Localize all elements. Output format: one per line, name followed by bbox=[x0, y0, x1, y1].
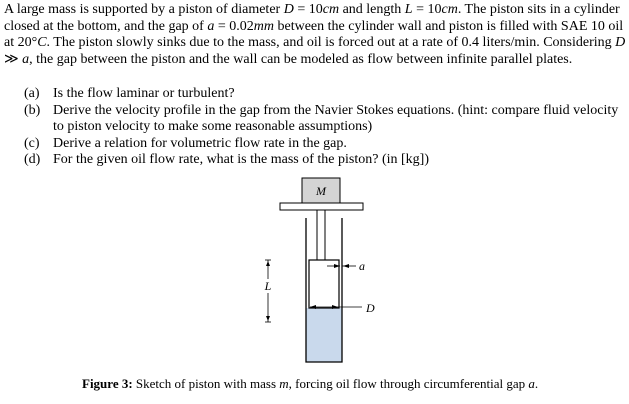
question-item-c bbox=[24, 136, 624, 153]
diameter-label: D bbox=[366, 301, 375, 315]
question-text: Is the flow laminar or turbulent? bbox=[53, 86, 235, 101]
length-label: L bbox=[264, 279, 272, 293]
question-label: (a) bbox=[24, 86, 40, 101]
question-label: (b) bbox=[24, 102, 41, 118]
question-text: Derive the velocity profile in the gap from the Navier Stokes equations. (hint: compare fluid velocity to piston velocity to make some reasonable assumptions) bbox=[53, 102, 619, 135]
gap-label: a bbox=[359, 259, 365, 273]
question-label: (c) bbox=[24, 135, 40, 151]
oil-region bbox=[306, 308, 342, 362]
question-item-a bbox=[24, 86, 624, 103]
problem-statement: A large mass is supported by a piston of diameter D = 10cm and length L = 10cm. The piston sits in a cylinder closed at the bottom, and the gap of a = 0.02mm between the cylinder wall and piston is filled with SAE 10 oil at 20°C. The piston slowly sinks due to the mass, and oil is forced out at a rate of 0.4 liters/min. Considering D ≫ a, the gap between the piston and the wall can be modeled as flow between infinite parallel plates. bbox=[4, 2, 626, 67]
question-list bbox=[24, 86, 624, 169]
figure-caption: Figure 3: Sketch of piston with mass m, forcing oil flow through circumferential gap a. bbox=[82, 376, 539, 391]
question-text: Derive a relation for volumetric flow rate in the gap. bbox=[53, 135, 347, 151]
question-label: (d) bbox=[24, 152, 41, 168]
mass-label: M bbox=[316, 184, 326, 198]
question-item-d bbox=[24, 152, 624, 169]
length-arrow-down bbox=[266, 316, 270, 321]
piston-figure bbox=[230, 176, 400, 370]
top-plate bbox=[280, 203, 363, 210]
question-item-b bbox=[24, 103, 624, 136]
gap-arrow-right-head bbox=[343, 264, 349, 268]
length-arrow-up bbox=[266, 261, 270, 266]
question-text: For the given oil flow rate, what is the mass of the piston? (in [kg]) bbox=[53, 152, 429, 168]
